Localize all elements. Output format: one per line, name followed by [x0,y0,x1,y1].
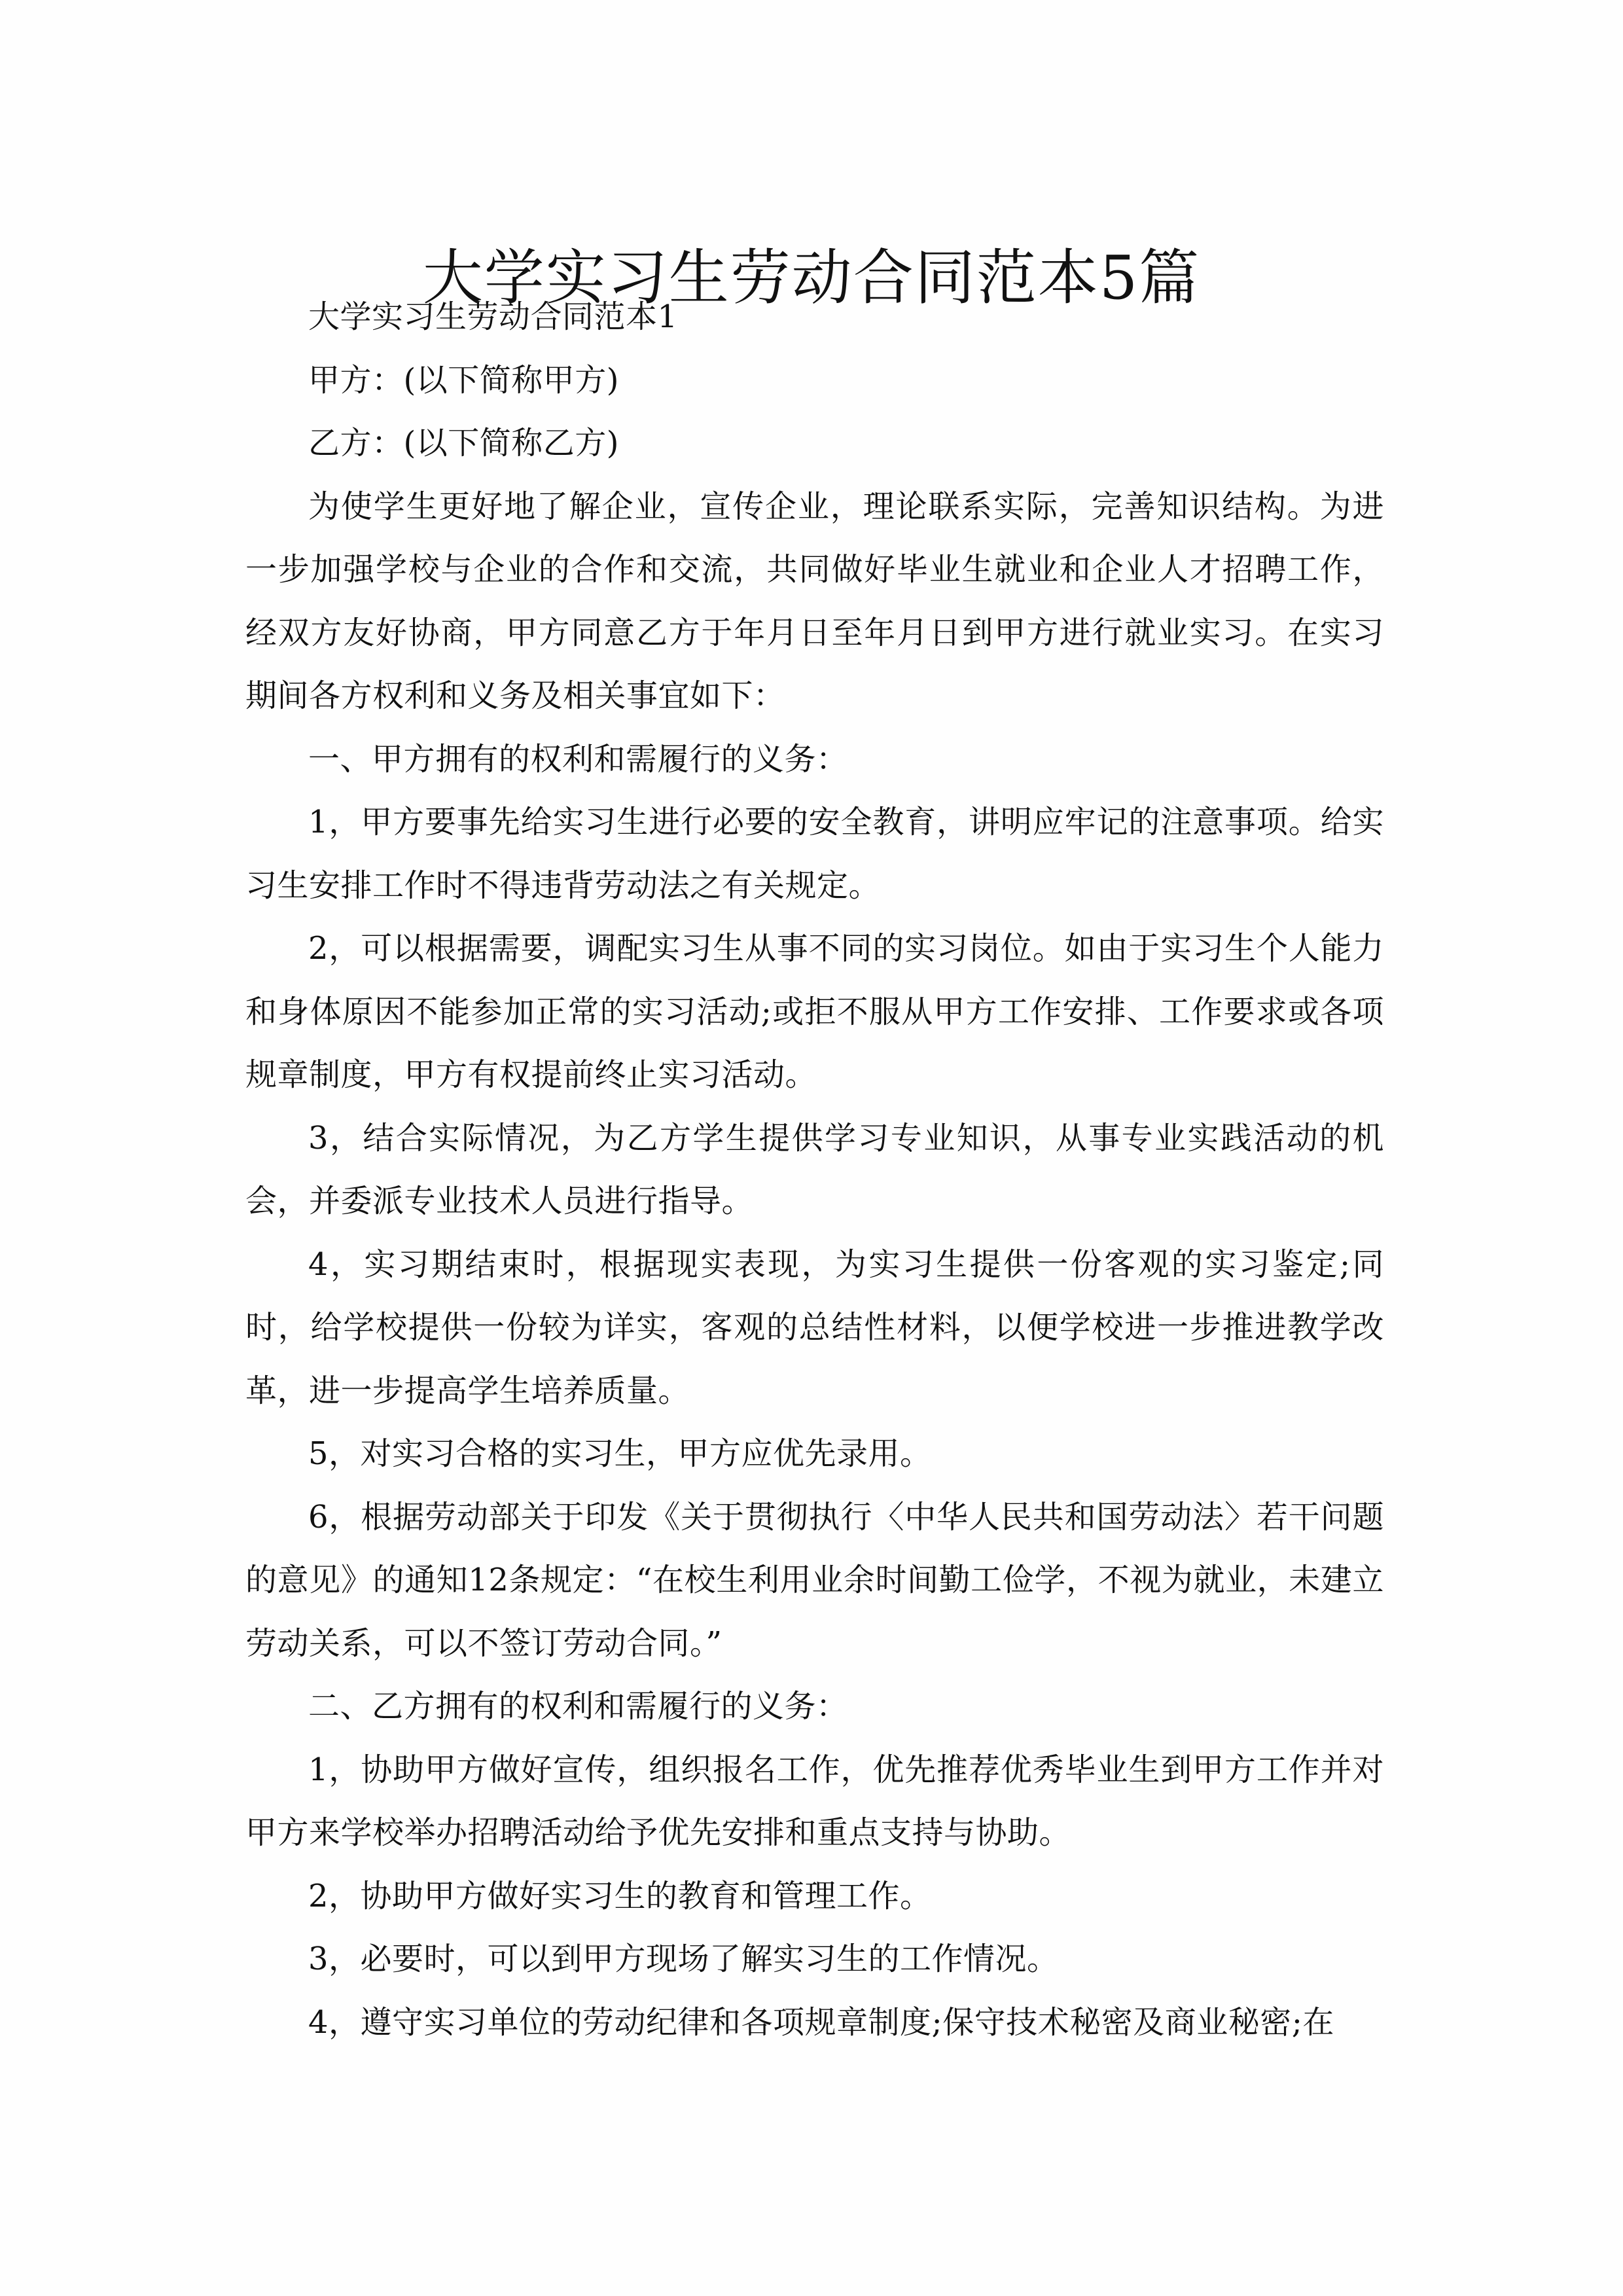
clause-b-2: 2，协助甲方做好实习生的教育和管理工作。 [308,1877,932,1914]
party-a-line: 甲方：(以下简称甲方) [308,361,619,399]
section-heading-party-a: 一、甲方拥有的权利和需履行的义务： [308,740,848,778]
clause-a-6: 6，根据劳动部关于印发《关于贯彻执行〈中华人民共和国劳动法〉若干问题的意见》的通知12条规定：“在校生利用业余时间勤工俭学，不视为就业，未建立劳动关系，可以不签订劳动合同。” [245,1498,1384,1662]
clause-a-2: 2，可以根据需要，调配实习生从事不同的实习岗位。如由于实习生个人能力和身体原因不能参加正常的实习活动;或拒不服从甲方工作安排、工作要求或各项规章制度，甲方有权提前终止实习活动。 [245,930,1384,1093]
clause-b-1: 1，协助甲方做好宣传，组织报名工作，优先推荐优秀毕业生到甲方工作并对甲方来学校举办招聘活动给予优先安排和重点支持与协助。 [245,1751,1384,1851]
clause-a-1: 1，甲方要事先给实习生进行必要的安全教育，讲明应牢记的注意事项。给实习生安排工作时不得违背劳动法之有关规定。 [245,804,1384,904]
party-b-line: 乙方：(以下简称乙方) [308,425,619,461]
section-heading-party-b: 二、乙方拥有的权利和需履行的义务： [308,1688,848,1725]
clause-a-5: 5，对实习合格的实习生，甲方应优先录用。 [308,1435,932,1472]
clause-a-3: 3，结合实际情况，为乙方学生提供学习专业知识，从事专业实践活动的机会，并委派专业技术人员进行指导。 [245,1119,1384,1219]
section-heading-contract-1: 大学实习生劳动合同范本1 [308,298,678,335]
document-body [245,285,1384,2054]
preamble-paragraph: 为使学生更好地了解企业，宣传企业，理论联系实际，完善知识结构。为进一步加强学校与企业的合作和交流，共同做好毕业生就业和企业人才招聘工作，经双方友好协商，甲方同意乙方于年月日至年月日到甲方进行就业实习。在实习期间各方权利和义务及相关事宜如下： [245,488,1384,714]
clause-a-4: 4，实习期结束时，根据现实表现，为实习生提供一份客观的实习鉴定;同时，给学校提供一份较为详实，客观的总结性材料，以便学校进一步推进教学改革，进一步提高学生培养质量。 [245,1246,1384,1409]
clause-b-3: 3，必要时，可以到甲方现场了解实习生的工作情况。 [308,1941,1059,1977]
clause-b-4: 4，遵守实习单位的劳动纪律和各项规章制度;保守技术秘密及商业秘密;在 [308,2003,1334,2041]
document-title: 大学实习生劳动合同范本5篇 [422,242,1201,313]
